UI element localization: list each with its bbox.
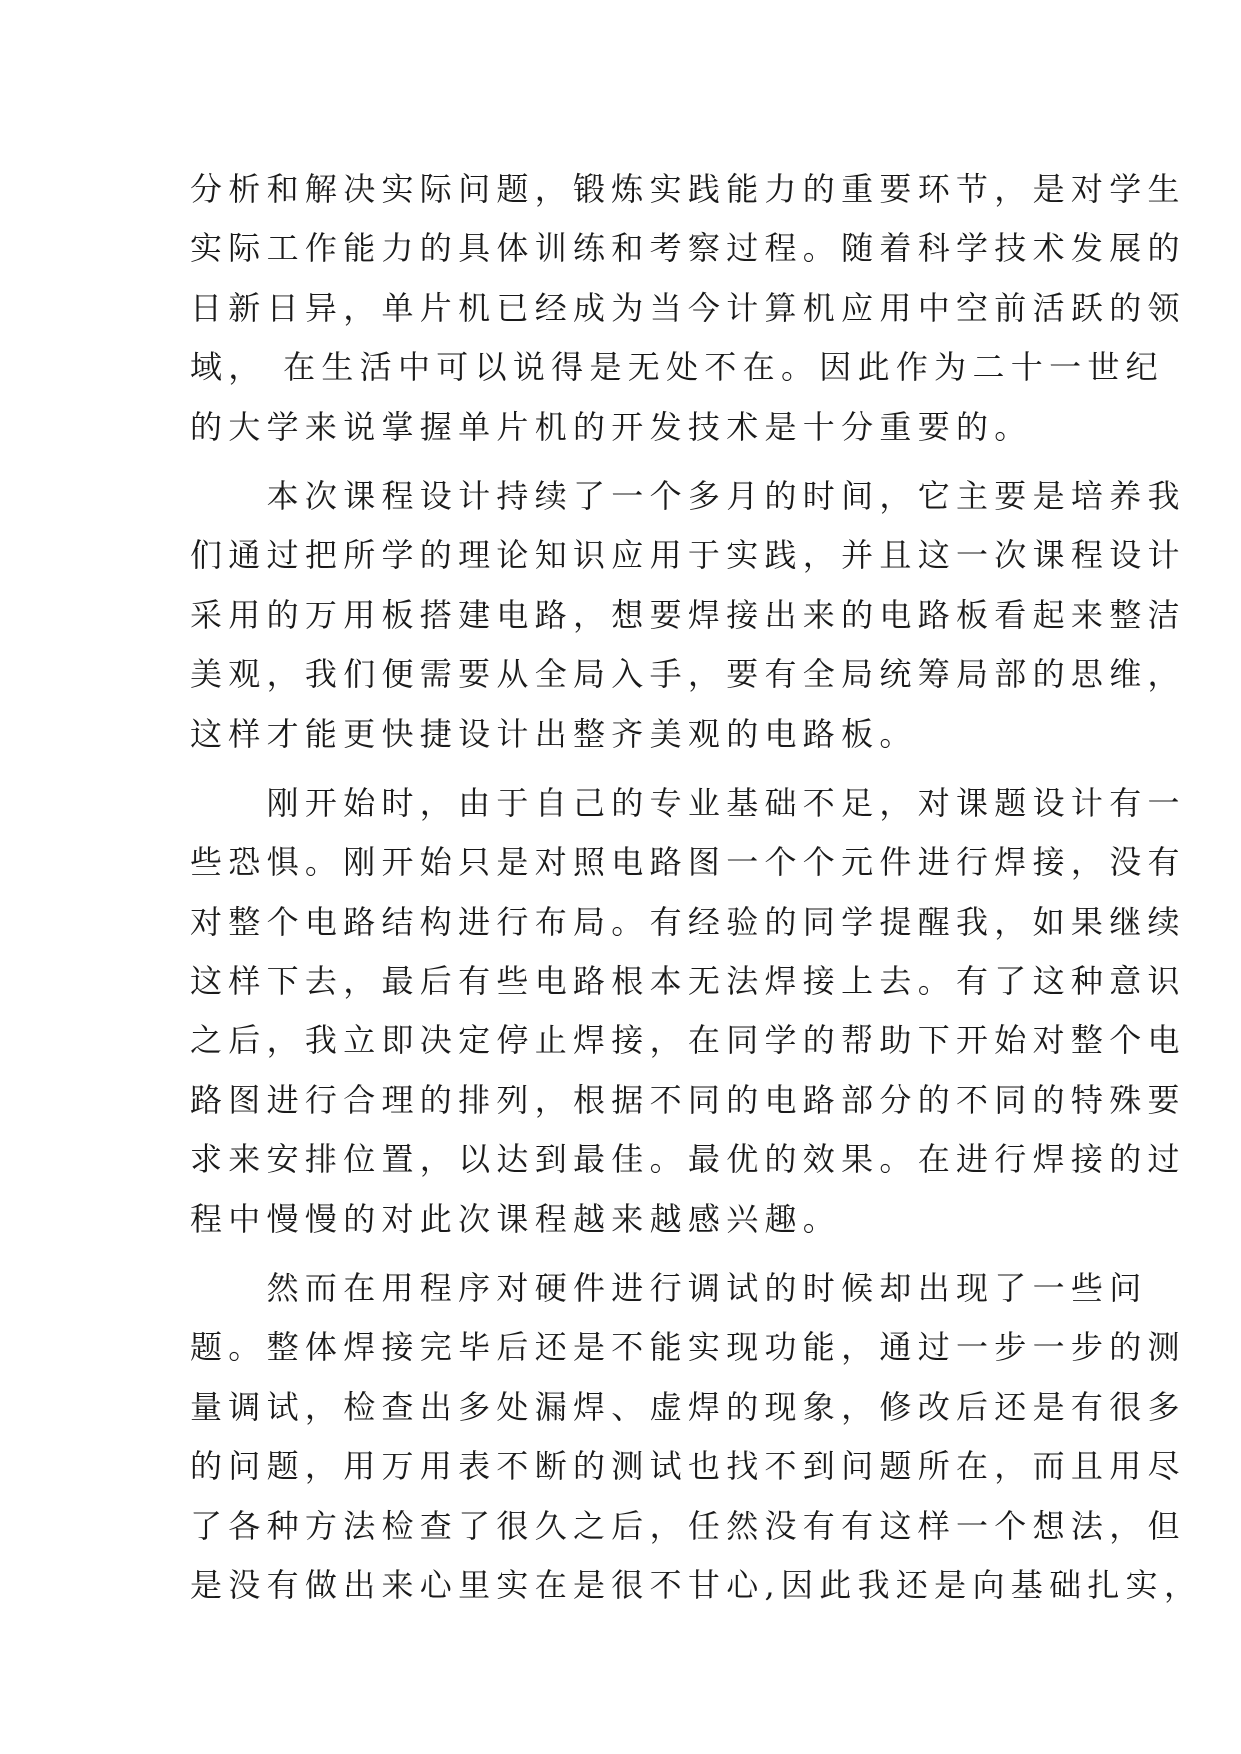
- text-line: 美观，我们便需要从全局入手，要有全局统筹局部的思维，: [190, 655, 1186, 694]
- paragraph: [190, 160, 1186, 457]
- text-line: 这样才能更快捷设计出整齐美观的电路板。: [190, 714, 918, 753]
- text-line: 刚开始时，由于自己的专业基础不足，对课题设计有一: [190, 783, 1186, 822]
- text-line: 采用的万用板搭建电路，想要焊接出来的电路板看起来整洁: [190, 595, 1186, 634]
- text-line: 对整个电路结构进行布局。有经验的同学提醒我，如果继续: [190, 902, 1186, 941]
- text-line: 量调试，检查出多处漏焊、虚焊的现象，修改后还是有很多: [190, 1387, 1186, 1426]
- text-line: 日新日异，单片机已经成为当今计算机应用中空前活跃的领: [190, 288, 1186, 327]
- text-line: 然而在用程序对硬件进行调试的时候却出现了一些问: [190, 1269, 1148, 1308]
- text-line: 的问题，用万用表不断的测试也找不到问题所在，而且用尽: [190, 1447, 1186, 1486]
- text-line: 的大学来说掌握单片机的开发技术是十分重要的。: [190, 407, 1033, 446]
- text-line: 些恐惧。刚开始只是对照电路图一个个元件进行焊接，没有: [190, 843, 1186, 882]
- text-line: 这样下去，最后有些电路根本无法焊接上去。有了这种意识: [190, 962, 1186, 1001]
- paragraph: [190, 774, 1186, 1249]
- text-line: 路图进行合理的排列，根据不同的电路部分的不同的特殊要: [190, 1080, 1186, 1119]
- text-line: 实际工作能力的具体训练和考察过程。随着科学技术发展的: [190, 229, 1186, 268]
- text-line: 求来安排位置，以达到最佳。最优的效果。在进行焊接的过: [190, 1140, 1186, 1179]
- text-line: 程中慢慢的对此次课程越来越感兴趣。: [190, 1199, 842, 1238]
- text-line: 题。整体焊接完毕后还是不能实现功能，通过一步一步的测: [190, 1328, 1186, 1367]
- paragraph: [190, 1259, 1203, 1615]
- text-line: 分析和解决实际问题，锻炼实践能力的重要环节，是对学生: [190, 170, 1186, 208]
- text-line: 域， 在生活中可以说得是无处不在。因此作为二十一世纪: [190, 348, 1164, 387]
- text-line: 了各种方法检查了很久之后，任然没有有这样一个想法，但: [190, 1506, 1186, 1545]
- paragraph: [190, 467, 1186, 764]
- document-body: [190, 160, 1203, 1615]
- text-line: 之后，我立即决定停止焊接，在同学的帮助下开始对整个电: [190, 1021, 1186, 1060]
- text-line: 本次课程设计持续了一个多月的时间，它主要是培养我: [190, 476, 1186, 515]
- text-line: 是没有做出来心里实在是很不甘心,因此我还是向基础扎实，: [190, 1565, 1203, 1604]
- text-line: 们通过把所学的理论知识应用于实践，并且这一次课程设计: [190, 536, 1186, 575]
